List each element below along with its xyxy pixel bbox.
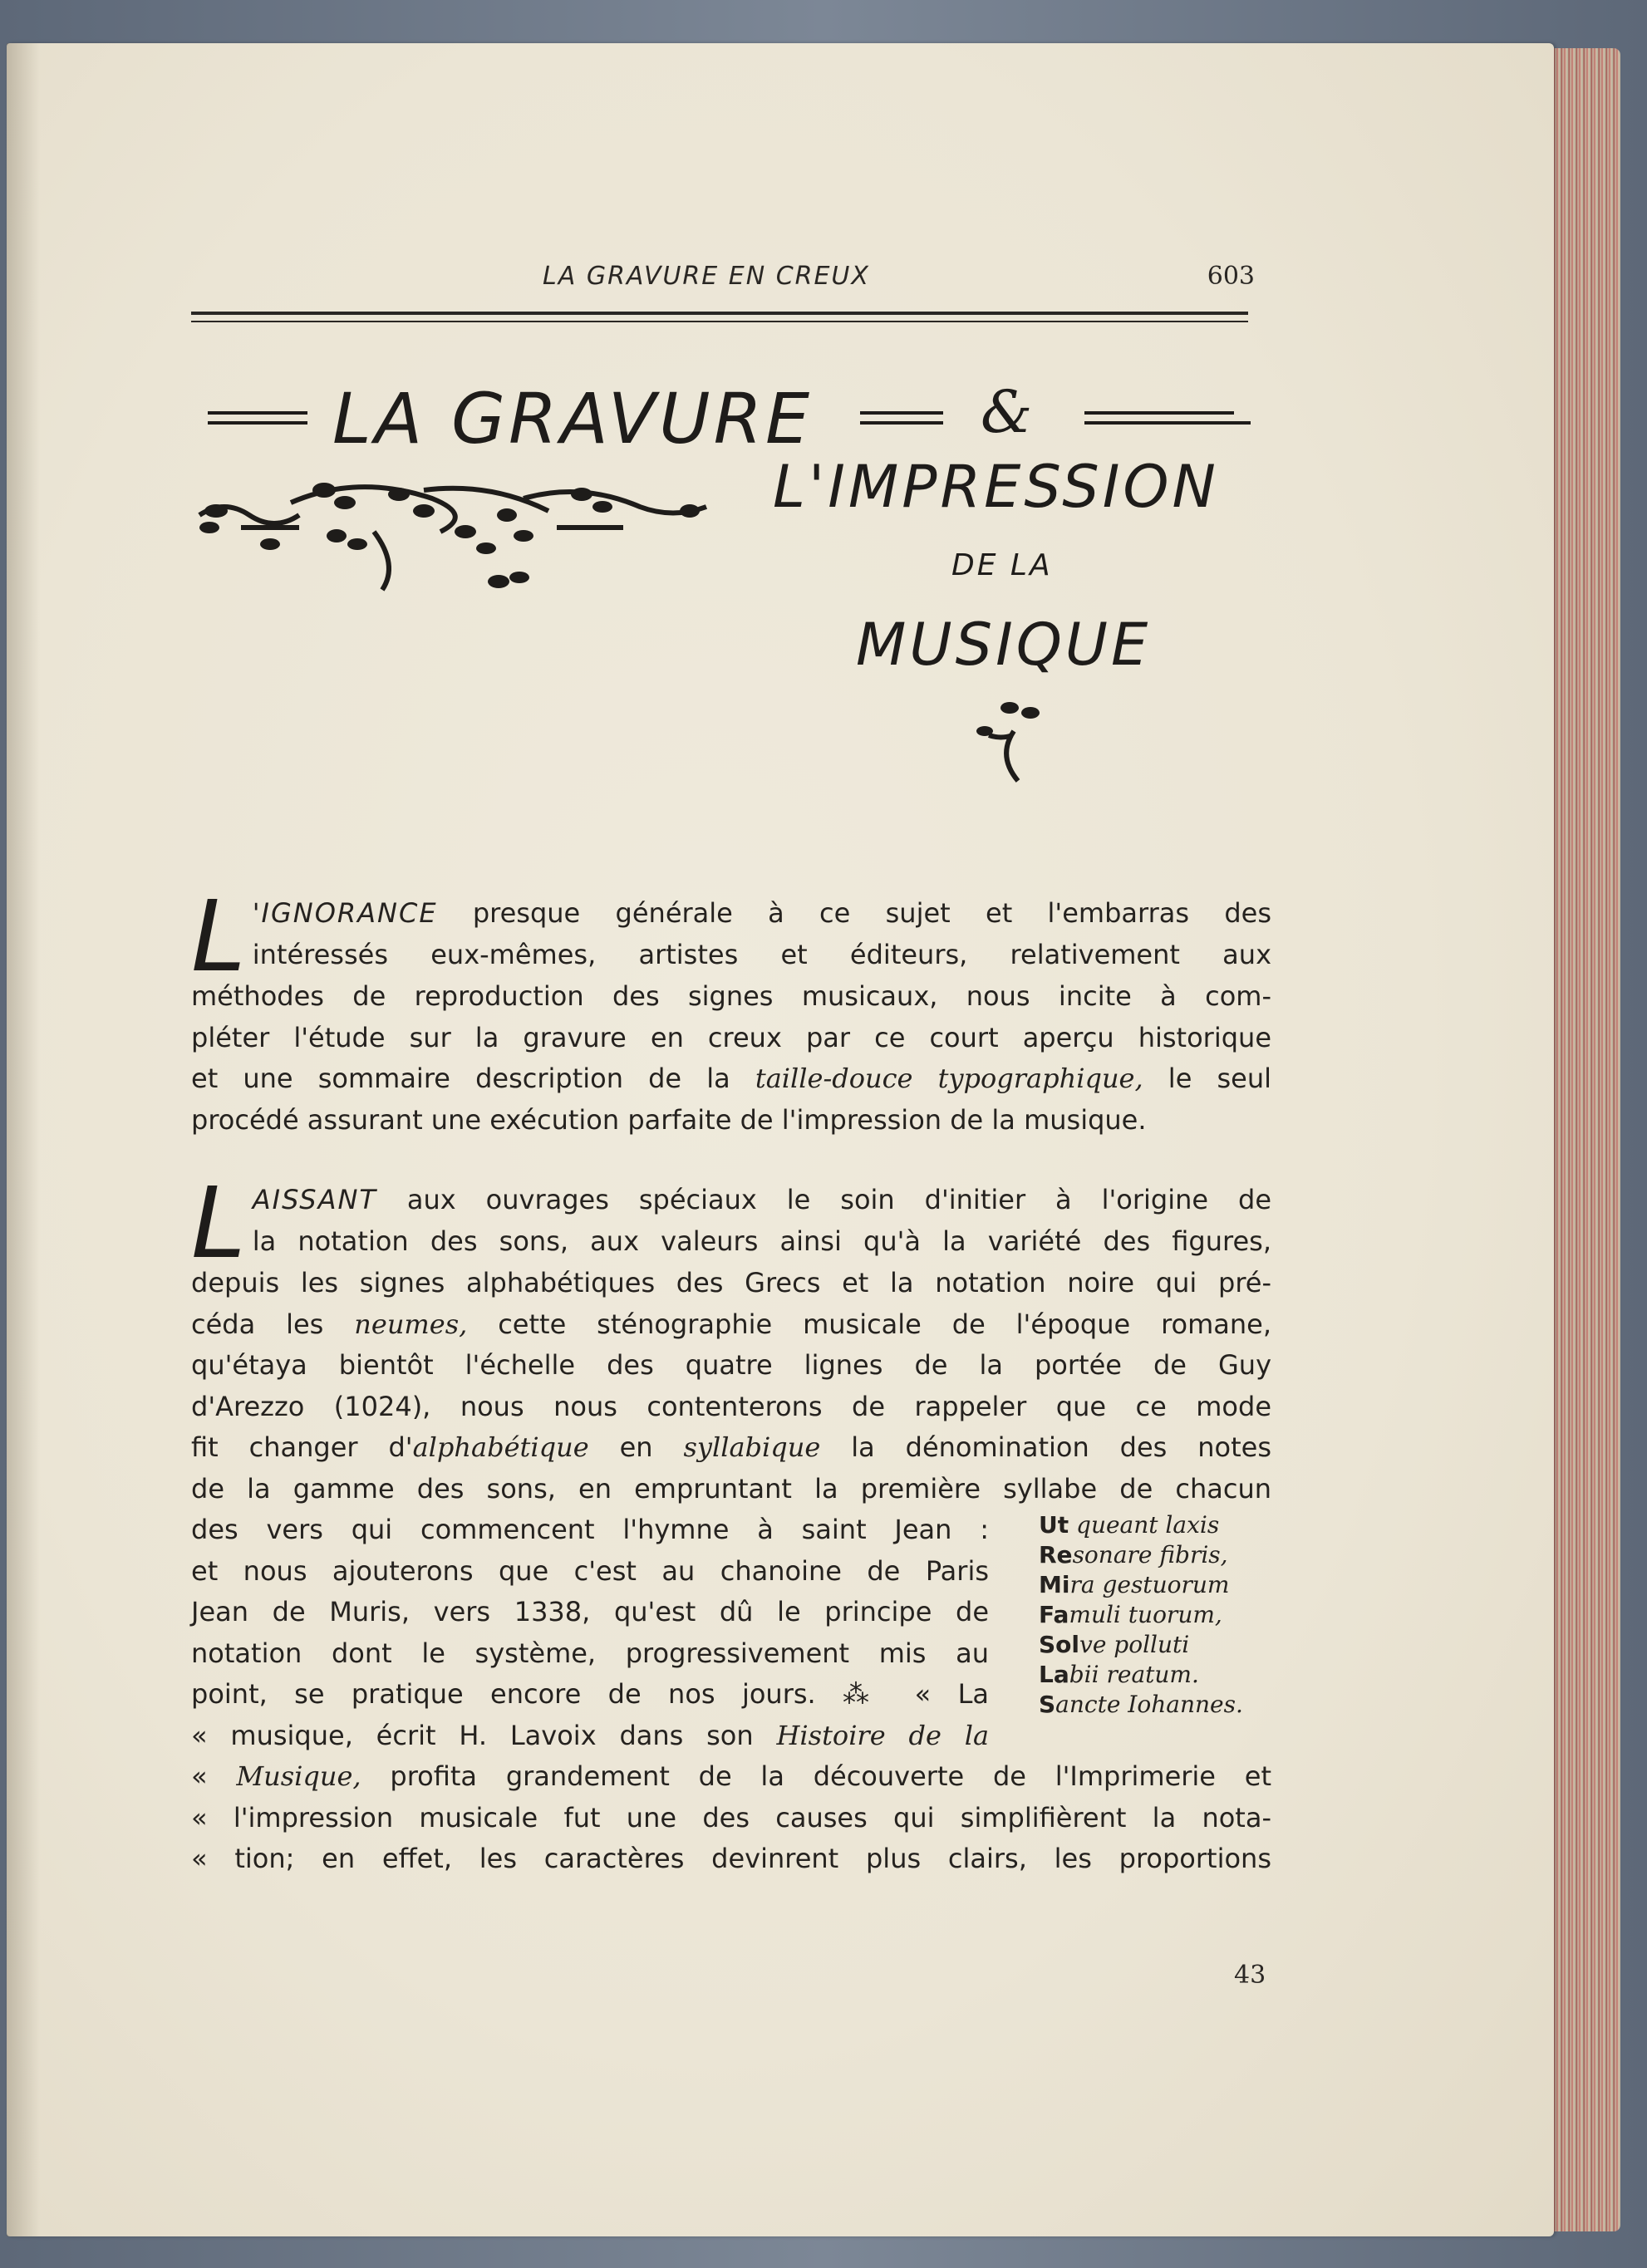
text-fragment: le seul xyxy=(1168,1063,1272,1094)
text-fragment: en xyxy=(619,1431,653,1463)
text-line: des vers qui commencent l'hymne à saint Jean : xyxy=(191,1514,989,1545)
title-dash xyxy=(208,411,307,415)
hymn-line: Resonare fibris, xyxy=(1039,1541,1228,1568)
title-dash xyxy=(860,411,943,415)
title-dash xyxy=(1084,411,1234,415)
hymn-line: Ut queant laxis xyxy=(1039,1511,1220,1539)
title-musique: MUSIQUE xyxy=(856,611,1152,679)
text-line: d'Arezzo (1024), nous nous contenterons de rappeler que ce mode xyxy=(191,1390,1271,1422)
text-line: « tion; en effet, les caractères devinrent plus clairs, les proportions xyxy=(191,1843,1271,1874)
folio: 603 xyxy=(1207,262,1255,291)
text-line: la notation des sons, aux valeurs ainsi qu'à la variété des figures, xyxy=(252,1225,1271,1257)
italic-term: neumes, xyxy=(354,1308,468,1340)
text-line: notation dont le système, progressivement mis au xyxy=(191,1637,989,1669)
small-ornament xyxy=(972,698,1047,789)
text-fragment: « xyxy=(191,1760,208,1792)
hymn-line: Mira gestuorum xyxy=(1039,1571,1230,1598)
text-line: et nous ajouterons que c'est au chanoine de Paris xyxy=(191,1554,989,1587)
title-ampersand: & xyxy=(981,378,1033,446)
title-de-la: DE LA xyxy=(951,548,1053,582)
text-line: depuis les signes alphabétiques des Grecs et la notation noire qui pré- xyxy=(191,1267,1271,1298)
title-dash xyxy=(1084,421,1251,425)
italic-term: alphabétique xyxy=(412,1431,589,1463)
hymn-verses xyxy=(1039,1510,1288,1720)
head-rule xyxy=(191,312,1248,315)
title-impression: L'IMPRESSION xyxy=(773,453,1219,521)
floral-ornament xyxy=(191,465,723,598)
text-fragment: cette sténographie musicale de l'époque romane, xyxy=(498,1308,1272,1340)
text-line: aux ouvrages spéciaux le soin d'initier à l'origine de xyxy=(406,1184,1272,1215)
title-dash xyxy=(860,421,943,425)
lead-word: 'IGNORANCE xyxy=(252,897,438,929)
head-rule-thin xyxy=(191,321,1248,322)
text-line: procédé assurant une exécution parfaite de l'impression de la musique. xyxy=(191,1103,1147,1136)
text-line: « l'impression musicale fut une des causes qui simplifièrent la nota- xyxy=(191,1801,1271,1834)
page-gutter xyxy=(7,43,40,2236)
page-number: 43 xyxy=(1234,1961,1266,1990)
italic-term: syllabique xyxy=(683,1431,821,1463)
lead-word: AISSANT xyxy=(252,1184,377,1215)
text-line: de la gamme des sons, en empruntant la première syllabe de chacun xyxy=(191,1472,1271,1505)
hymn-line: Famuli tuorum, xyxy=(1039,1601,1222,1628)
running-title: LA GRAVURE EN CREUX xyxy=(543,262,870,291)
text-line: intéressés eux-mêmes, artistes et éditeurs, relativement aux xyxy=(252,938,1271,970)
text-line: presque générale à ce sujet et l'embarras des xyxy=(472,897,1271,929)
hymn-line: Labii reatum. xyxy=(1039,1661,1199,1688)
text-line: méthodes de reproduction des signes musicaux, nous incite à com- xyxy=(191,980,1271,1012)
text-fragment: fit changer d' xyxy=(191,1431,413,1463)
text-fragment: céda les xyxy=(191,1308,324,1340)
dropcap: L xyxy=(191,879,246,994)
running-head xyxy=(191,262,1255,303)
paragraph-1 xyxy=(191,879,1272,1141)
text-line: pléter l'étude sur la gravure en creux par ce court aperçu historique xyxy=(191,1021,1271,1053)
hymn-line: Solve polluti xyxy=(1039,1631,1190,1658)
italic-term: Musique, xyxy=(236,1760,361,1792)
title-main: LA GRAVURE xyxy=(332,378,814,459)
text-fragment: et une sommaire description de la xyxy=(191,1063,730,1094)
hymn-line: Sancte Iohannes. xyxy=(1039,1691,1243,1718)
text-fragment: la dénomination des notes xyxy=(851,1431,1272,1463)
text-line: qu'étaya bientôt l'échelle des quatre lignes de la portée de Guy xyxy=(191,1349,1271,1381)
italic-term: Histoire de la xyxy=(776,1719,990,1751)
text-line: point, se pratique encore de nos jours. ⁂ « La xyxy=(191,1678,989,1710)
title-dash xyxy=(208,421,307,425)
text-fragment: profita grandement de la découverte de l'Imprimerie et xyxy=(390,1760,1271,1792)
text-fragment: « musique, écrit H. Lavoix dans son xyxy=(191,1719,754,1751)
italic-term: taille-douce typographique, xyxy=(755,1063,1143,1094)
text-line: Jean de Muris, vers 1338, qu'est dû le principe de xyxy=(191,1596,989,1627)
dropcap: L xyxy=(191,1166,246,1280)
